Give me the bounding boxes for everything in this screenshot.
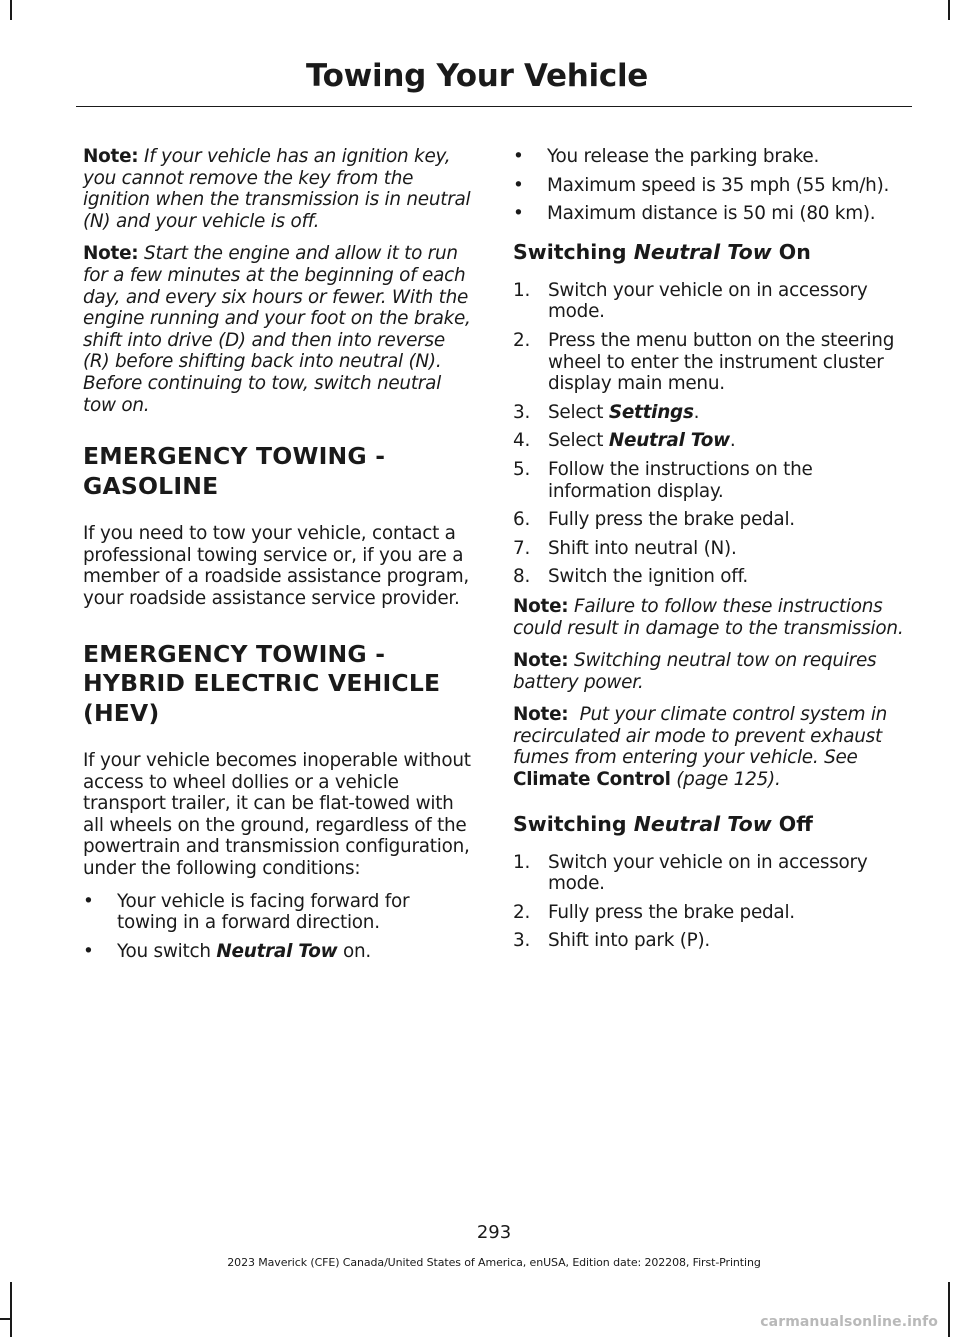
neutral-tow-on-steps [513, 280, 911, 588]
step-number: 5. [513, 458, 531, 480]
crop-mark-bottom-left-h [0, 1318, 10, 1320]
heading-switching-neutral-tow-off [513, 811, 911, 837]
crop-mark-bottom-left [10, 1282, 12, 1337]
step-number: 8. [513, 566, 531, 588]
heading-line: (HEV) [83, 698, 160, 727]
step-number: 3. [513, 930, 531, 952]
note-climate-control [513, 704, 911, 790]
list-item-text: Maximum speed is 35 mph (55 km/h). [547, 174, 890, 196]
step-number: 3. [513, 401, 531, 423]
note-text: If your vehicle has an ignition key, you cannot remove the key from the ignition when the transmission is in neutral (N) and your vehicle is off. [83, 146, 471, 232]
crop-mark-bottom-right [948, 1282, 950, 1337]
list-item-text: You release the parking brake. [547, 146, 820, 167]
list-item [513, 930, 911, 952]
list-item [513, 852, 911, 895]
step-text: Select [548, 401, 609, 423]
step-text: Switch your vehicle on in accessory mode. [548, 851, 868, 895]
heading-line: EMERGENCY TOWING - [83, 442, 386, 471]
step-text: Shift into park (P). [548, 930, 711, 952]
list-item [83, 891, 475, 934]
emphasis-neutral-tow: Neutral Tow [216, 940, 338, 962]
bullet-glyph: • [83, 940, 94, 962]
note-text: Put your climate control system in recirculated air mode to prevent exhaust fumes from entering your vehicle. See [513, 704, 888, 769]
bullet-glyph: • [513, 146, 524, 167]
footer-edition: 2023 Maverick (CFE) Canada/United States of America, enUSA, Edition date: 202208, First-Printing [227, 1256, 761, 1269]
step-number: 7. [513, 537, 531, 559]
page-header-title: Towing Your Vehicle [305, 58, 648, 94]
left-column [83, 146, 475, 969]
list-item [513, 203, 911, 225]
emphasis-neutral-tow: Neutral Tow [608, 430, 730, 452]
note-text: Failure to follow these instructions could result in damage to the transmission. [513, 595, 904, 639]
list-item-text: Maximum distance is 50 mi (80 km). [547, 203, 876, 225]
neutral-tow-off-steps [513, 852, 911, 952]
heading-text: Switching [513, 811, 634, 836]
step-text: Fully press the brake pedal. [548, 509, 795, 531]
list-item-text: Your vehicle is facing forward for towing in a forward direction. [117, 890, 410, 934]
step-text: . [729, 430, 736, 452]
step-text: Shift into neutral (N). [548, 537, 737, 559]
note-label: Note: [513, 704, 569, 726]
step-number: 4. [513, 430, 531, 452]
list-item [513, 146, 911, 168]
step-text: Select [548, 430, 609, 452]
step-number: 1. [513, 279, 531, 301]
list-item [513, 902, 911, 924]
note-ignition-key [83, 146, 475, 232]
list-item [513, 566, 911, 588]
note-failure-instructions [513, 596, 911, 639]
right-column [513, 146, 911, 960]
note-label: Note: [83, 146, 139, 167]
bullet-glyph: • [513, 174, 524, 196]
bullet-glyph: • [83, 890, 94, 912]
heading-emphasis: Neutral Tow [633, 239, 772, 264]
note-label: Note: [513, 595, 569, 617]
watermark: carmanualsonline.info [760, 1314, 938, 1330]
list-item [513, 430, 911, 452]
list-item [513, 402, 911, 424]
list-item [513, 175, 911, 197]
list-item-text: on. [337, 940, 371, 962]
note-label: Note: [513, 650, 569, 672]
list-item [513, 538, 911, 560]
note-text: Start the engine and allow it to run for a few minutes at the beginning of each day, and every six hours or fewer. With the engine running and your foot on the brake, shift into drive (D) and then into reverse (R) before shifting back into neutral (N). Before continuing to tow, switch neutral tow on. [83, 243, 471, 416]
list-item [513, 509, 911, 531]
step-text: Switch your vehicle on in accessory mode. [548, 279, 868, 323]
list-item [513, 280, 911, 323]
heading-line: GASOLINE [83, 471, 219, 500]
page-number: 293 [476, 1222, 512, 1243]
page-reference: (page 125). [676, 769, 781, 791]
crop-mark-top-right [948, 0, 950, 20]
step-text: . [693, 401, 700, 423]
step-number: 2. [513, 901, 531, 923]
hev-conditions-list [83, 891, 475, 963]
step-number: 1. [513, 851, 531, 873]
note-text: Switching neutral tow on requires battery power. [513, 650, 877, 693]
heading-line: HYBRID ELECTRIC VEHICLE [83, 669, 441, 697]
list-item [513, 459, 911, 502]
heading-emergency-towing-hev [83, 640, 475, 729]
heading-emphasis: Neutral Tow [633, 811, 772, 836]
crop-mark-top-left [10, 0, 12, 20]
emphasis-settings: Settings [608, 401, 694, 423]
note-battery-power [513, 650, 911, 693]
step-text: Switch the ignition off. [548, 566, 749, 588]
heading-emergency-towing-gasoline [83, 442, 475, 501]
list-item-text: You switch [117, 940, 217, 962]
step-number: 2. [513, 329, 531, 351]
step-text: Fully press the brake pedal. [548, 901, 795, 923]
climate-control-link[interactable]: Climate Control [513, 769, 671, 791]
list-item [83, 941, 475, 963]
hev-body: If your vehicle becomes inoperable without access to wheel dollies or a vehicle transport trailer, it can be flat-towed with all wheels on the ground, regardless of the powertrain and transmission configuration, under the following conditions: [83, 750, 471, 879]
step-number: 6. [513, 509, 531, 531]
step-text: Press the menu button on the steering wheel to enter the instrument cluster display main menu. [548, 329, 895, 395]
note-start-engine [83, 243, 475, 416]
list-item [513, 330, 911, 395]
note-label: Note: [83, 243, 139, 265]
heading-text: On [771, 239, 811, 264]
step-text: Follow the instructions on the information display. [548, 458, 813, 502]
heading-line: EMERGENCY TOWING - [83, 639, 386, 668]
heading-text: Off [771, 811, 813, 836]
gasoline-body: If you need to tow your vehicle, contact a professional towing service or, if you are a member of a roadside assistance program, your roadside assistance service provider. [83, 523, 469, 609]
heading-text: Switching [513, 239, 634, 264]
bullet-glyph: • [513, 203, 524, 225]
hev-conditions-list-continued [513, 146, 911, 225]
header-rule [76, 106, 912, 107]
heading-switching-neutral-tow-on [513, 239, 911, 265]
